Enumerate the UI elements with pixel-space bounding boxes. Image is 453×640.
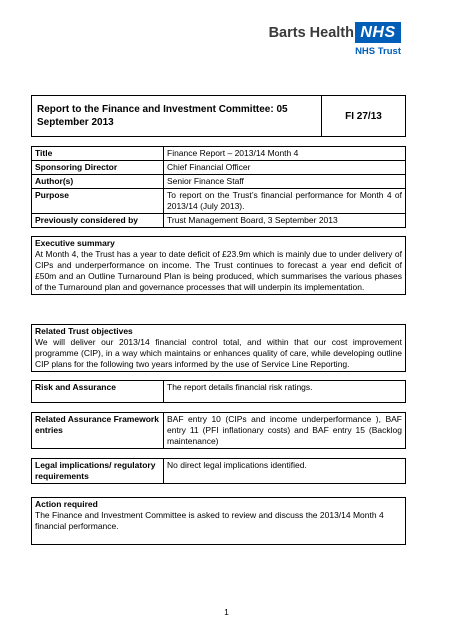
meta-row bbox=[32, 161, 406, 175]
meta-label: Title bbox=[32, 147, 164, 161]
risk-value: The report details financial risk ratings. bbox=[164, 381, 406, 403]
objectives-section bbox=[31, 324, 406, 372]
meta-value: Trust Management Board, 3 September 2013 bbox=[164, 214, 406, 228]
legal-table bbox=[31, 458, 406, 484]
meta-label: Author(s) bbox=[32, 175, 164, 189]
assurance-value: BAF entry 10 (CIPs and income underperformance ), BAF entry 11 (PFI inflationary costs) and BAF entry 15 (Backlog maintenance) bbox=[164, 413, 406, 449]
risk-table bbox=[31, 380, 406, 403]
meta-value: Chief Financial Officer bbox=[164, 161, 406, 175]
action-body: The Finance and Investment Committee is asked to review and discuss the 2013/14 Month 4 financial performance. bbox=[35, 510, 384, 531]
logo-name: Barts Health bbox=[268, 25, 354, 41]
meta-row bbox=[32, 147, 406, 161]
legal-label: Legal implications/ regulatory requirements bbox=[32, 459, 164, 484]
report-header bbox=[31, 95, 406, 137]
risk-label: Risk and Assurance bbox=[32, 381, 164, 403]
action-heading: Action required bbox=[35, 499, 98, 509]
assurance-label: Related Assurance Framework entries bbox=[32, 413, 164, 449]
executive-summary-heading: Executive summary bbox=[35, 238, 115, 248]
objectives-heading: Related Trust objectives bbox=[35, 326, 133, 336]
meta-value: To report on the Trust’s financial performance for Month 4 of 2013/14 (July 2013). bbox=[164, 189, 406, 214]
logo-trust: NHS Trust bbox=[355, 46, 401, 57]
meta-label: Purpose bbox=[32, 189, 164, 214]
report-title: Report to the Finance and Investment Committee: 05 September 2013 bbox=[32, 96, 322, 137]
page-number: 1 bbox=[224, 607, 229, 617]
meta-row bbox=[32, 189, 406, 214]
meta-row bbox=[32, 214, 406, 228]
report-metadata-table bbox=[31, 146, 406, 228]
executive-summary-body: At Month 4, the Trust has a year to date deficit of £23.9m which is mainly due to under delivery of CIPs and underperformance on income. The Trust continues to forecast a year end deficit of £50m and an Outline Turnaround Plan is being produced, which summarises the various phases of the Turnaround plan and governance processes that will underpin its implementation. bbox=[35, 249, 402, 292]
legal-value: No direct legal implications identified. bbox=[164, 459, 406, 484]
meta-label: Previously considered by bbox=[32, 214, 164, 228]
meta-value: Senior Finance Staff bbox=[164, 175, 406, 189]
meta-value: Finance Report – 2013/14 Month 4 bbox=[164, 147, 406, 161]
meta-row bbox=[32, 175, 406, 189]
report-ref: FI 27/13 bbox=[322, 96, 406, 137]
nhs-badge: NHS bbox=[355, 22, 401, 43]
action-section bbox=[31, 497, 406, 545]
executive-summary-section bbox=[31, 236, 406, 295]
meta-label: Sponsoring Director bbox=[32, 161, 164, 175]
objectives-body: We will deliver our 2013/14 financial control total, and within that our cost improvement programme (CIP), in a way which maintains or enhances quality of care, while developing outline CIP plans for the following two years informed by the use of Service Line Reporting. bbox=[35, 337, 402, 369]
assurance-table bbox=[31, 412, 406, 449]
